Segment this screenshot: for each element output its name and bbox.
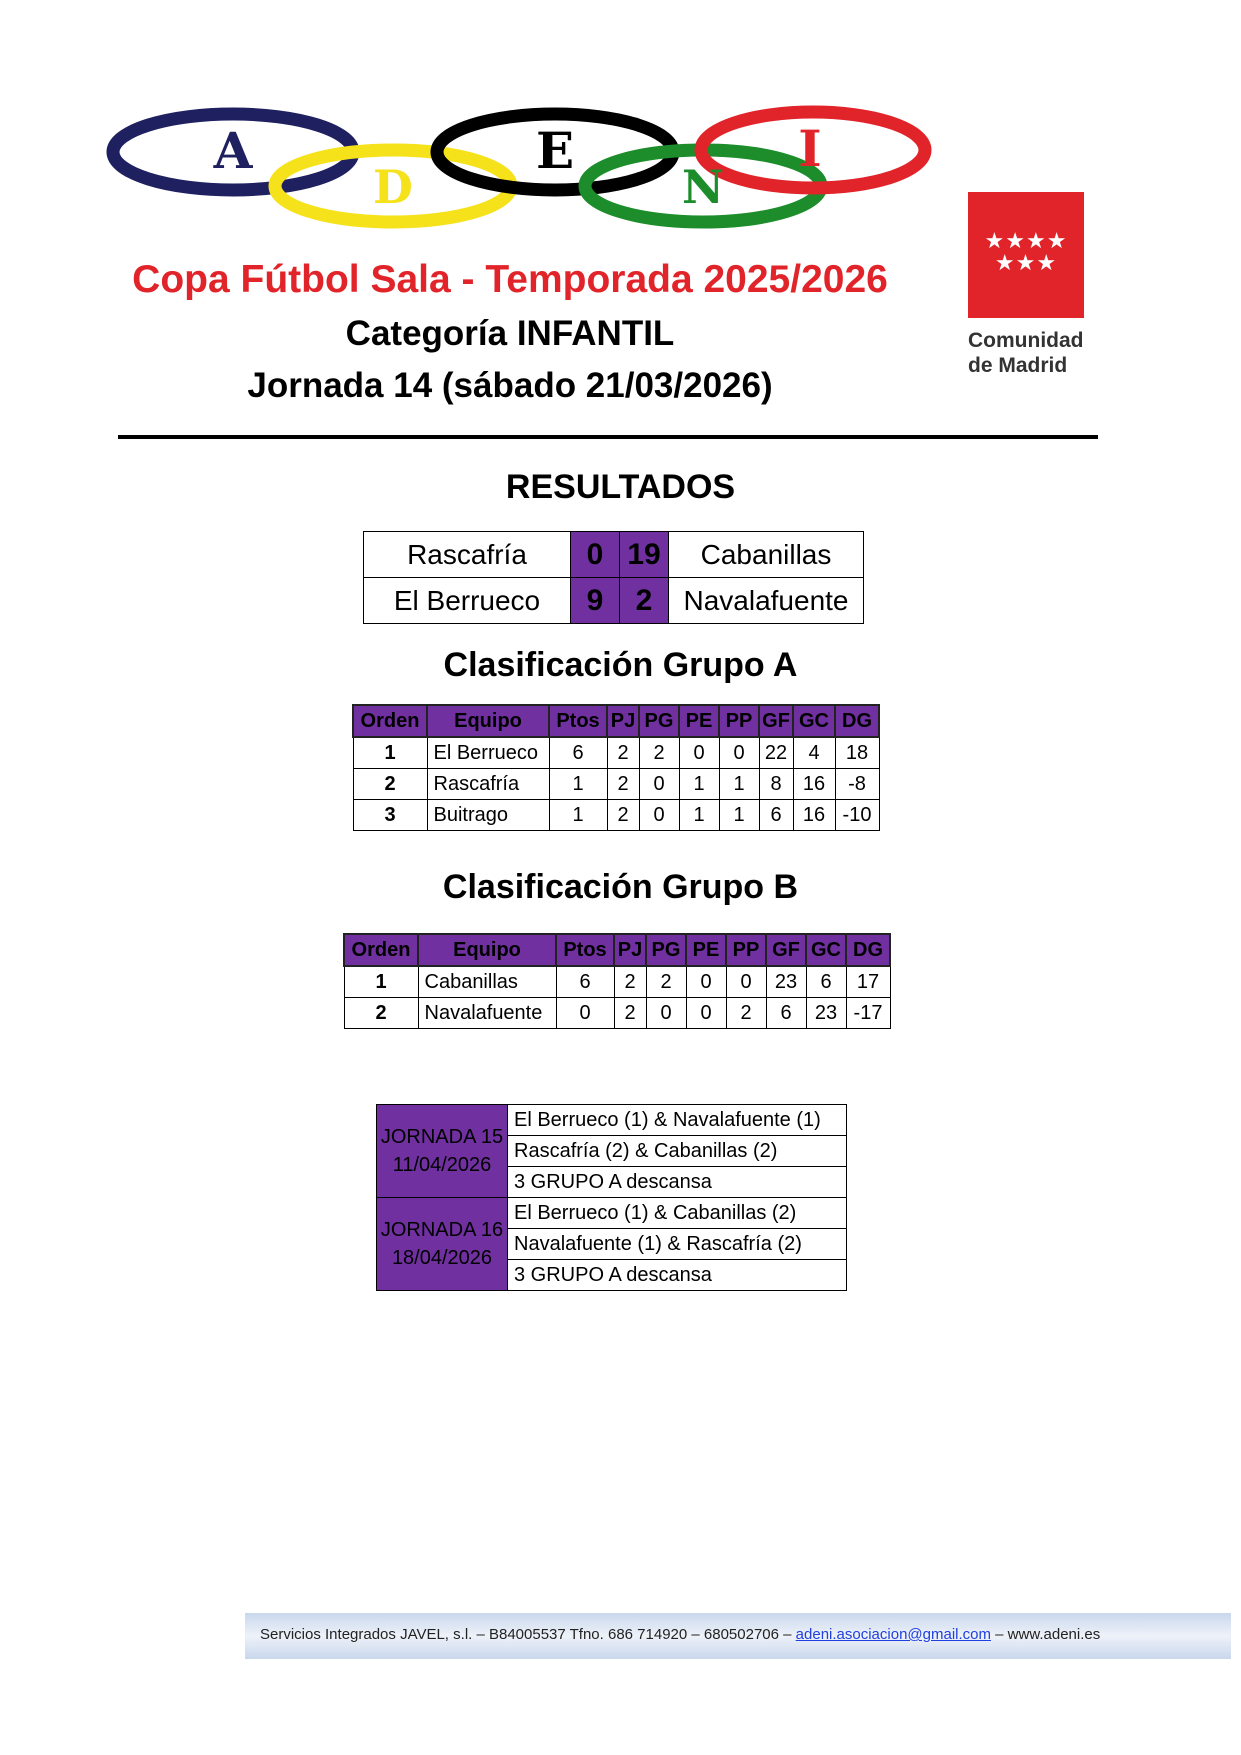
madrid-flag — [968, 192, 1084, 318]
cell-dg: -10 — [835, 800, 879, 831]
cell-ptos: 6 — [549, 737, 607, 769]
cell-pp: 0 — [726, 966, 766, 998]
footer-company: Servicios Integrados JAVEL, s.l. – B84005537 Tfno. 686 714920 – 680502706 – — [260, 1626, 796, 1643]
cell-ptos: 0 — [556, 998, 614, 1029]
madrid-logo-text — [968, 328, 1093, 378]
col-gf: GF — [759, 705, 793, 737]
cell-pe: 0 — [679, 737, 719, 769]
category-title: Categoría INFANTIL — [345, 314, 675, 353]
cell-gf: 23 — [766, 966, 806, 998]
home-score: 9 — [571, 578, 620, 624]
cell-pj: 2 — [607, 769, 639, 800]
fixture-match: Rascafría (2) & Cabanillas (2) — [508, 1136, 847, 1167]
cell-pj: 2 — [607, 800, 639, 831]
cell-dg: -8 — [835, 769, 879, 800]
col-orden: Orden — [344, 934, 418, 966]
cell-equipo: El Berrueco — [427, 737, 549, 769]
jornada-label: JORNADA 15 — [380, 1126, 504, 1148]
group-a-standings-table — [352, 704, 880, 831]
cell-gc: 16 — [793, 800, 835, 831]
cell-pe: 1 — [679, 800, 719, 831]
col-pe: PE — [679, 705, 719, 737]
cell-gc: 23 — [806, 998, 846, 1029]
fixture-match: El Berrueco (1) & Navalafuente (1) — [508, 1105, 847, 1136]
fixture-match: Navalafuente (1) & Rascafría (2) — [508, 1229, 847, 1260]
cell-equipo: Rascafría — [427, 769, 549, 800]
col-pp: PP — [719, 705, 759, 737]
cell-ptos: 1 — [549, 800, 607, 831]
fixture-match: 3 GRUPO A descansa — [508, 1167, 847, 1198]
cell-pe: 0 — [686, 966, 726, 998]
col-ptos: Ptos — [556, 934, 614, 966]
col-ptos: Ptos — [549, 705, 607, 737]
group-b-heading: Clasificación Grupo B — [442, 868, 799, 906]
results-heading: RESULTADOS — [505, 468, 736, 506]
group-a-heading: Clasificación Grupo A — [443, 646, 798, 684]
footer-text — [260, 1626, 1100, 1643]
cell-gc: 16 — [793, 769, 835, 800]
cell-dg: 18 — [835, 737, 879, 769]
away-score: 19 — [620, 532, 669, 578]
cell-gc: 6 — [806, 966, 846, 998]
jornada-label: JORNADA 16 — [380, 1219, 504, 1241]
col-equipo: Equipo — [427, 705, 549, 737]
footer-email-link[interactable]: adeni.asociacion@gmail.com — [795, 1626, 991, 1643]
cell-pe: 0 — [686, 998, 726, 1029]
cell-pe: 1 — [679, 769, 719, 800]
madrid-text-line2: de Madrid — [968, 354, 1068, 377]
cell-pp: 2 — [726, 998, 766, 1029]
table-row — [353, 800, 879, 831]
footer-bar — [245, 1613, 1231, 1659]
col-pp: PP — [726, 934, 766, 966]
cell-orden: 3 — [353, 800, 427, 831]
col-gc: GC — [793, 705, 835, 737]
col-gf: GF — [766, 934, 806, 966]
col-gc: GC — [806, 934, 846, 966]
madrid-stars-icon: ★★★★ ★★★ — [984, 228, 1068, 275]
fixture-row — [377, 1105, 847, 1136]
cell-pj: 2 — [614, 966, 646, 998]
fixture-match: 3 GRUPO A descansa — [508, 1260, 847, 1291]
cell-pj: 2 — [607, 737, 639, 769]
col-pj: PJ — [614, 934, 646, 966]
away-team: Navalafuente — [669, 578, 864, 624]
adeni-logo — [105, 100, 935, 235]
cell-pg: 2 — [639, 737, 679, 769]
away-team: Cabanillas — [669, 532, 864, 578]
table-row — [353, 737, 879, 769]
cell-gf: 22 — [759, 737, 793, 769]
results-table — [363, 531, 864, 624]
cell-equipo: Navalafuente — [418, 998, 556, 1029]
jornada-title: Jornada 14 (sábado 21/03/2026) — [247, 366, 773, 405]
cell-pg: 0 — [639, 769, 679, 800]
adeni-letter-n: N — [681, 160, 725, 214]
cell-dg: -17 — [846, 998, 890, 1029]
adeni-letter-i: I — [798, 119, 822, 178]
col-dg: DG — [846, 934, 890, 966]
home-team: Rascafría — [364, 532, 571, 578]
table-header-row — [353, 705, 879, 737]
table-row — [344, 966, 890, 998]
adeni-letter-d: D — [373, 160, 413, 214]
adeni-letter-e: E — [535, 121, 575, 180]
result-row — [364, 578, 864, 624]
jornada-date: 11/04/2026 — [392, 1154, 492, 1176]
cell-gf: 6 — [766, 998, 806, 1029]
cell-orden: 1 — [344, 966, 418, 998]
col-equipo: Equipo — [418, 934, 556, 966]
madrid-text-line1: Comunidad — [968, 329, 1084, 352]
cell-pj: 2 — [614, 998, 646, 1029]
cell-pp: 0 — [719, 737, 759, 769]
cell-orden: 1 — [353, 737, 427, 769]
table-row — [344, 998, 890, 1029]
table-header-row — [344, 934, 890, 966]
cell-gf: 8 — [759, 769, 793, 800]
col-pg: PG — [639, 705, 679, 737]
cell-pg: 2 — [646, 966, 686, 998]
cell-pg: 0 — [639, 800, 679, 831]
table-row — [353, 769, 879, 800]
col-pj: PJ — [607, 705, 639, 737]
fixture-row — [377, 1198, 847, 1229]
home-team: El Berrueco — [364, 578, 571, 624]
cell-gf: 6 — [759, 800, 793, 831]
cell-equipo: Buitrago — [427, 800, 549, 831]
fixture-match: El Berrueco (1) & Cabanillas (2) — [508, 1198, 847, 1229]
jornada-cell — [377, 1198, 508, 1291]
jornada-date: 18/04/2026 — [391, 1247, 493, 1269]
divider — [118, 435, 1098, 439]
away-score: 2 — [620, 578, 669, 624]
col-pe: PE — [686, 934, 726, 966]
page-title: Copa Fútbol Sala - Temporada 2025/2026 — [132, 258, 888, 301]
cell-gc: 4 — [793, 737, 835, 769]
col-pg: PG — [646, 934, 686, 966]
cell-orden: 2 — [353, 769, 427, 800]
comunidad-madrid-logo — [968, 192, 1086, 382]
cell-dg: 17 — [846, 966, 890, 998]
cell-orden: 2 — [344, 998, 418, 1029]
home-score: 0 — [571, 532, 620, 578]
col-dg: DG — [835, 705, 879, 737]
group-b-standings-table — [343, 933, 891, 1029]
cell-ptos: 6 — [556, 966, 614, 998]
fixtures-table — [376, 1104, 847, 1291]
cell-pg: 0 — [646, 998, 686, 1029]
jornada-cell — [377, 1105, 508, 1198]
result-row — [364, 532, 864, 578]
cell-pp: 1 — [719, 800, 759, 831]
col-orden: Orden — [353, 705, 427, 737]
cell-ptos: 1 — [549, 769, 607, 800]
cell-equipo: Cabanillas — [418, 966, 556, 998]
footer-website: – www.adeni.es — [991, 1626, 1101, 1643]
cell-pp: 1 — [719, 769, 759, 800]
adeni-letter-a: A — [213, 121, 253, 180]
